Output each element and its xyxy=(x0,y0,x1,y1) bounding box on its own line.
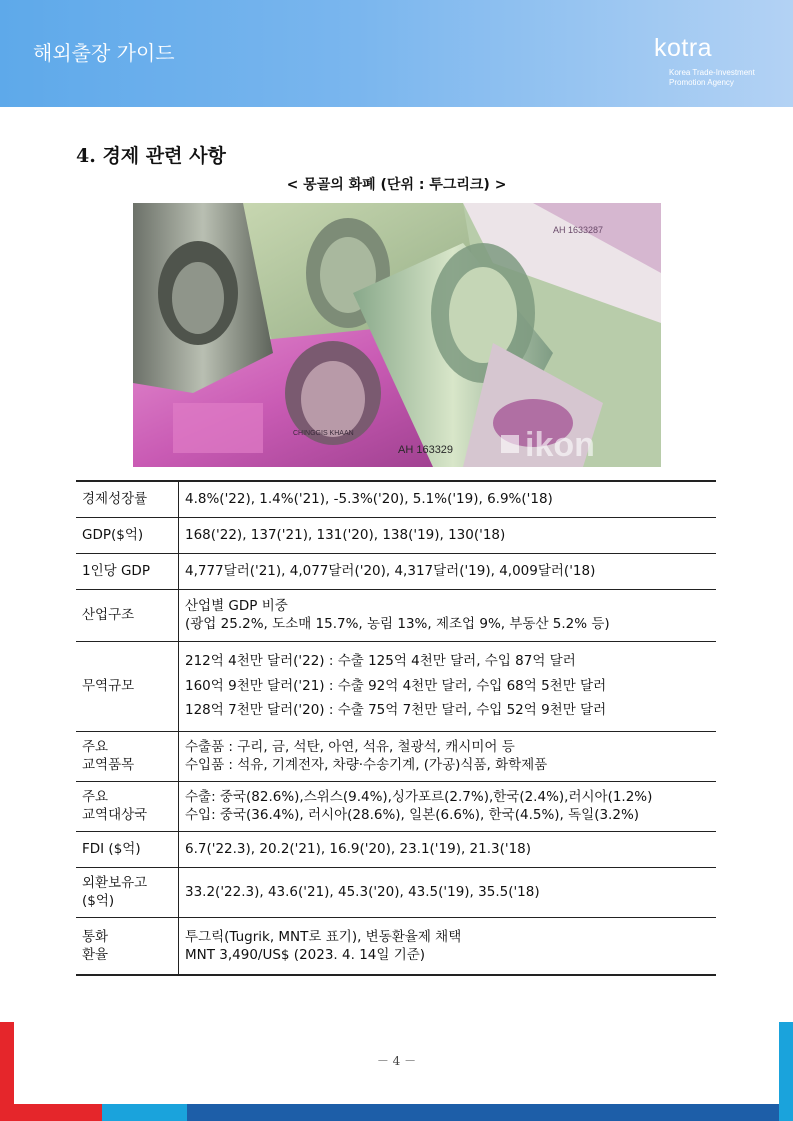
row-label-line: 주요 xyxy=(82,739,109,755)
row-label xyxy=(76,481,179,517)
row-value-line: 투그릭(Tugrik, MNT로 표기), 변동환율제 채택 xyxy=(185,928,462,945)
row-label xyxy=(76,917,179,975)
note-serial: AH 163329 xyxy=(398,444,454,456)
table-row xyxy=(76,553,716,589)
row-value-line: MNT 3,490/US$ (2023. 4. 14일 기준) xyxy=(185,946,426,963)
note-caption: CHINGGIS KHAAN xyxy=(293,430,354,437)
table-row xyxy=(76,517,716,553)
row-label xyxy=(76,589,179,641)
row-value-line: 수입: 중국(36.4%), 러시아(28.6%), 일본(6.6%), 한국(4.5%), 독일(3.2%) xyxy=(185,807,640,823)
row-label-line: 경제성장률 xyxy=(82,491,148,508)
row-label-line: 무역규모 xyxy=(82,678,135,694)
table-row xyxy=(76,731,716,781)
row-label-line: 통화 xyxy=(82,928,109,945)
row-value-line: 212억 4천만 달러('22) : 수출 125억 4천만 달러, 수입 87억 달러 xyxy=(185,653,576,670)
row-value-line: (광업 25.2%, 도소매 15.7%, 농림 13%, 제조업 9%, 부동산 5.2% 등) xyxy=(185,616,610,632)
footer-bar-cyan xyxy=(102,1104,187,1121)
row-value-line: 4,777달러('21), 4,077달러('20), 4,317달러('19), 4,009달러('18) xyxy=(185,563,596,579)
row-value xyxy=(179,831,717,867)
economy-table-body xyxy=(76,481,716,975)
table-row xyxy=(76,867,716,917)
row-value xyxy=(179,641,717,731)
row-value xyxy=(179,481,717,517)
page-header xyxy=(0,0,793,107)
photo-caption: < 몽골의 화폐 (단위 : 투그리크) > xyxy=(286,177,507,193)
logo-sub-line1: Korea Trade-Investment xyxy=(669,68,755,77)
photo-watermark: ikon xyxy=(525,426,595,464)
footer-bar-right xyxy=(779,1022,793,1121)
kotra-logo-subtitle xyxy=(669,68,755,88)
row-label-line: 주요 xyxy=(82,789,109,805)
row-label-line: 교역품목 xyxy=(82,757,135,773)
row-value xyxy=(179,589,717,641)
currency-photo xyxy=(133,203,661,467)
logo-sub-line2: Promotion Agency xyxy=(669,78,734,87)
row-value xyxy=(179,553,717,589)
row-label-line: GDP($억) xyxy=(82,527,144,543)
note-serial-2: AH 1633287 xyxy=(553,225,604,235)
row-value xyxy=(179,731,717,781)
table-row xyxy=(76,781,716,831)
currency-illustration xyxy=(133,203,661,467)
row-value-line: 수출: 중국(82.6%),스위스(9.4%),싱가포르(2.7%),한국(2.4%),러시아(1.2%) xyxy=(185,789,653,805)
table-row xyxy=(76,641,716,731)
row-value xyxy=(179,517,717,553)
row-value xyxy=(179,867,717,917)
row-label-line: 외환보유고 xyxy=(82,875,148,891)
row-label-line: 산업구조 xyxy=(82,607,135,623)
row-value-line: 168('22), 137('21), 131('20), 138('19), 130('18) xyxy=(185,527,506,543)
row-value-line: 128억 7천만 달러('20) : 수출 75억 7천만 달러, 수입 52억 9천만 달러 xyxy=(185,702,607,719)
row-label xyxy=(76,641,179,731)
row-value xyxy=(179,917,717,975)
table-row xyxy=(76,589,716,641)
table-row xyxy=(76,917,716,975)
row-label-line: 교역대상국 xyxy=(82,807,148,823)
row-value-line: 4.8%('22), 1.4%('21), -5.3%('20), 5.1%('19), 6.9%('18) xyxy=(185,491,553,508)
row-label xyxy=(76,781,179,831)
table-row xyxy=(76,831,716,867)
row-label-line: FDI ($억) xyxy=(82,841,141,857)
row-value xyxy=(179,781,717,831)
economy-table xyxy=(76,480,716,976)
row-label-line: ($억) xyxy=(82,893,115,909)
row-value-line: 수출품 : 구리, 금, 석탄, 아연, 석유, 철광석, 캐시미어 등 xyxy=(185,739,515,755)
row-value-line: 33.2('22.3), 43.6('21), 45.3('20), 43.5('19), 35.5('18) xyxy=(185,884,540,900)
table-row xyxy=(76,481,716,517)
row-value-line: 6.7('22.3), 20.2('21), 16.9('20), 23.1('19), 21.3('18) xyxy=(185,841,532,857)
section-title: 4. 경제 관련 사항 xyxy=(76,145,226,167)
row-value-line: 160억 9천만 달러('21) : 수출 92억 4천만 달러, 수입 68억 5천만 달러 xyxy=(185,677,607,694)
row-label xyxy=(76,867,179,917)
row-value-line: 수입품 : 석유, 기계전자, 차량·수송기계, (가공)식품, 화학제품 xyxy=(185,757,548,773)
row-label xyxy=(76,553,179,589)
footer-bar-red-base xyxy=(0,1104,102,1121)
kotra-logo: kotra xyxy=(654,34,713,62)
footer-bar-navy xyxy=(187,1104,779,1121)
page-number: － 4 － xyxy=(376,1054,417,1068)
row-label-line: 환율 xyxy=(82,946,109,963)
row-label xyxy=(76,731,179,781)
row-label xyxy=(76,517,179,553)
row-value-line: 산업별 GDP 비중 xyxy=(185,598,288,614)
row-label-line: 1인당 GDP xyxy=(82,563,150,579)
header-title: 해외출장 가이드 xyxy=(33,41,175,65)
row-label xyxy=(76,831,179,867)
